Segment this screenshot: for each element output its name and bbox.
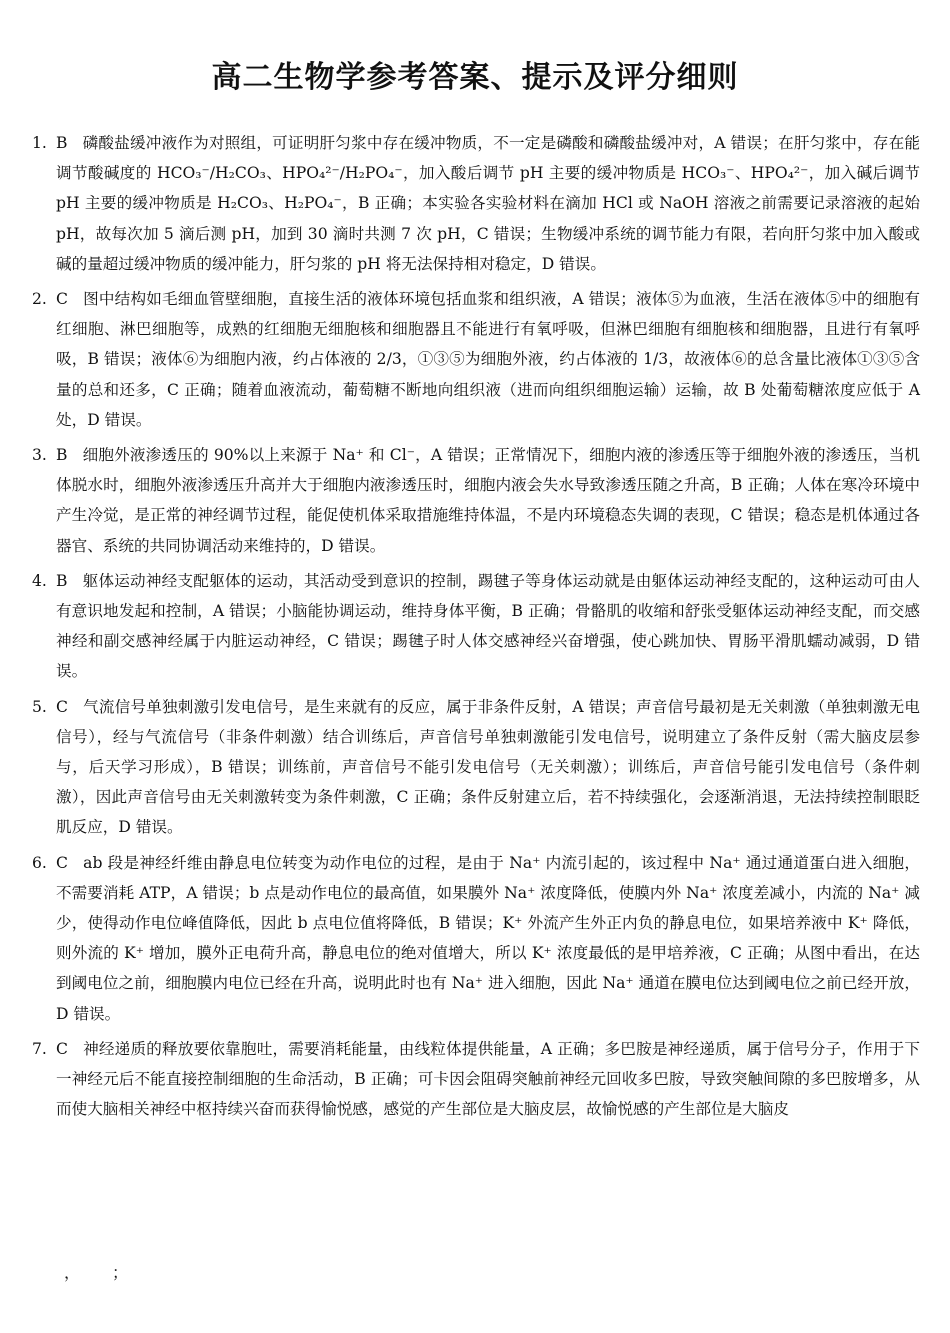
item-answer-key: B bbox=[56, 446, 68, 465]
item-number: 6. bbox=[32, 853, 47, 872]
item-number: 7. bbox=[32, 1039, 47, 1058]
item-explanation: 磷酸盐缓冲液作为对照组，可证明肝匀浆中存在缓冲物质，不一定是磷酸和磷酸盐缓冲对，A 错误；在肝匀浆中，存在能调节酸碱度的 HCO₃⁻/H₂CO₃、HPO₄²⁻/H₂PO₄⁻，加入酸后调节 pH 主要的缓冲物质是 HCO₃⁻、HPO₄²⁻，加入碱后调节 pH 主要的缓冲物质是 H₂CO₃、H₂PO₄⁻，B 正确；本实验各实验材料在滴加 HCl 或 NaOH 溶液之前需要记录溶液的起始 pH，故每次加 5 滴后测 pH，加到 30 滴时共测 7 次 pH，C 错误；生物缓冲系统的调节能力有限，若向肝匀浆中加入酸或碱的量超过缓冲物质的缓冲能力，肝匀浆的 pH 将无法保持相对稳定，D 错误。 bbox=[56, 134, 920, 273]
answer-list bbox=[32, 128, 920, 1130]
item-answer-key: C bbox=[56, 697, 68, 716]
answer-item-2 bbox=[32, 284, 920, 435]
item-explanation: 神经递质的释放要依靠胞吐，需要消耗能量，由线粒体提供能量，A 正确；多巴胺是神经递质，属于信号分子，作用于下一神经元后不能直接控制细胞的生命活动，B 正确；可卡因会阻碍突触前神经元回收多巴胺，导致突触间隙的多巴胺增多，从而使大脑相关神经中枢持续兴奋而获得愉悦感，感觉的产生部位是大脑皮层，故愉悦感的产生部位是大脑皮 bbox=[56, 1039, 920, 1119]
answer-item-7 bbox=[32, 1034, 920, 1125]
truncated-line-fragment: ，； bbox=[64, 1263, 169, 1282]
answer-item-3 bbox=[32, 440, 920, 561]
item-answer-key: C bbox=[56, 1039, 68, 1058]
answer-item-4 bbox=[32, 566, 920, 687]
item-number: 1. bbox=[32, 134, 47, 152]
page-title: 高二生物学参考答案、提示及评分细则 bbox=[211, 60, 739, 95]
item-explanation: 气流信号单独刺激引发电信号，是生来就有的反应，属于非条件反射，A 错误；声音信号最初是无关刺激（单独刺激无电信号），经与气流信号（非条件刺激）结合训练后，声音信号单独刺激能引发电信号，说明建立了条件反射（需大脑皮层参与，后天学习形成），B 错误；训练前，声音信号不能引发电信号（无关刺激）；训练后，声音信号能引发电信号（条件刺激），因此声音信号由无关刺激转变为条件刺激，C 正确；条件反射建立后，若不持续强化，会逐渐消退，无法持续控制眼眨肌反应，D 错误。 bbox=[56, 697, 920, 837]
item-answer-key: B bbox=[56, 134, 68, 152]
item-answer-key: C bbox=[56, 853, 68, 872]
answer-item-1 bbox=[32, 128, 920, 279]
item-explanation: ab 段是神经纤维由静息电位转变为动作电位的过程，是由于 Na⁺ 内流引起的，该过程中 Na⁺ 通过通道蛋白进入细胞，不需要消耗 ATP，A 错误；b 点是动作电位的最高值，如果膜外 Na⁺ 浓度降低，使膜内外 Na⁺ 浓度差减小，内流的 Na⁺ 减少，使得动作电位峰值降低，因此 b 点电位值将降低，B 错误；K⁺ 外流产生外正内负的静息电位，如果培养液中 K⁺ 降低，则外流的 K⁺ 增加，膜外正电荷升高，静息电位的绝对值增大，所以 K⁺ 浓度最低的是甲培养液，C 正确；从图中看出，在达到阈电位之前，细胞膜内电位已经在升高，说明此时也有 Na⁺ 进入细胞，因此 Na⁺ 通道在膜电位达到阈电位之前已经开放，D 错误。 bbox=[56, 853, 920, 1023]
item-answer-key: C bbox=[56, 290, 68, 309]
answer-item-6 bbox=[32, 848, 920, 1029]
item-number: 2. bbox=[32, 290, 47, 309]
answer-item-5 bbox=[32, 692, 920, 843]
item-explanation: 图中结构如毛细血管壁细胞，直接生活的液体环境包括血浆和组织液，A 错误；液体⑤为血液，生活在液体⑤中的细胞有红细胞、淋巴细胞等，成熟的红细胞无细胞核和细胞器且不能进行有氧呼吸，但淋巴细胞有细胞核和细胞器，且进行有氧呼吸，B 错误；液体⑥为细胞内液，约占体液的 2/3，①③⑤为细胞外液，约占体液的 1/3，故液体⑥的总含量比液体①③⑤含量的总和还多，C 正确；随着血液流动，葡萄糖不断地向组织液（进而向组织细胞运输）运输，故 B 处葡萄糖浓度应低于 A 处，D 错误。 bbox=[56, 290, 920, 429]
item-number: 3. bbox=[32, 446, 47, 465]
item-explanation: 躯体运动神经支配躯体的运动，其活动受到意识的控制，踢毽子等身体运动就是由躯体运动神经支配的，这种运动可由人有意识地发起和控制，A 错误；小脑能协调运动，维持身体平衡，B 正确；骨骼肌的收缩和舒张受躯体运动神经支配，而交感神经和副交感神经属于内脏运动神经，C 错误；踢毽子时人体交感神经兴奋增强，使心跳加快、胃肠平滑肌蠕动减弱，D 错误。 bbox=[56, 571, 920, 681]
item-number: 4. bbox=[32, 571, 47, 590]
item-number: 5. bbox=[32, 697, 47, 716]
item-explanation: 细胞外液渗透压的 90%以上来源于 Na⁺ 和 Cl⁻，A 错误；正常情况下，细胞内液的渗透压等于细胞外液的渗透压，当机体脱水时，细胞外液渗透压升高并大于细胞内液渗透压时，细胞内液会失水导致渗透压随之升高，B 正确；人体在寒冷环境中产生冷觉，是正常的神经调节过程，能促使机体采取措施维持体温，不是内环境稳态失调的表现，C 错误；稳态是机体通过各器官、系统的共同协调活动来维持的，D 错误。 bbox=[56, 446, 920, 555]
item-answer-key: B bbox=[56, 571, 68, 590]
